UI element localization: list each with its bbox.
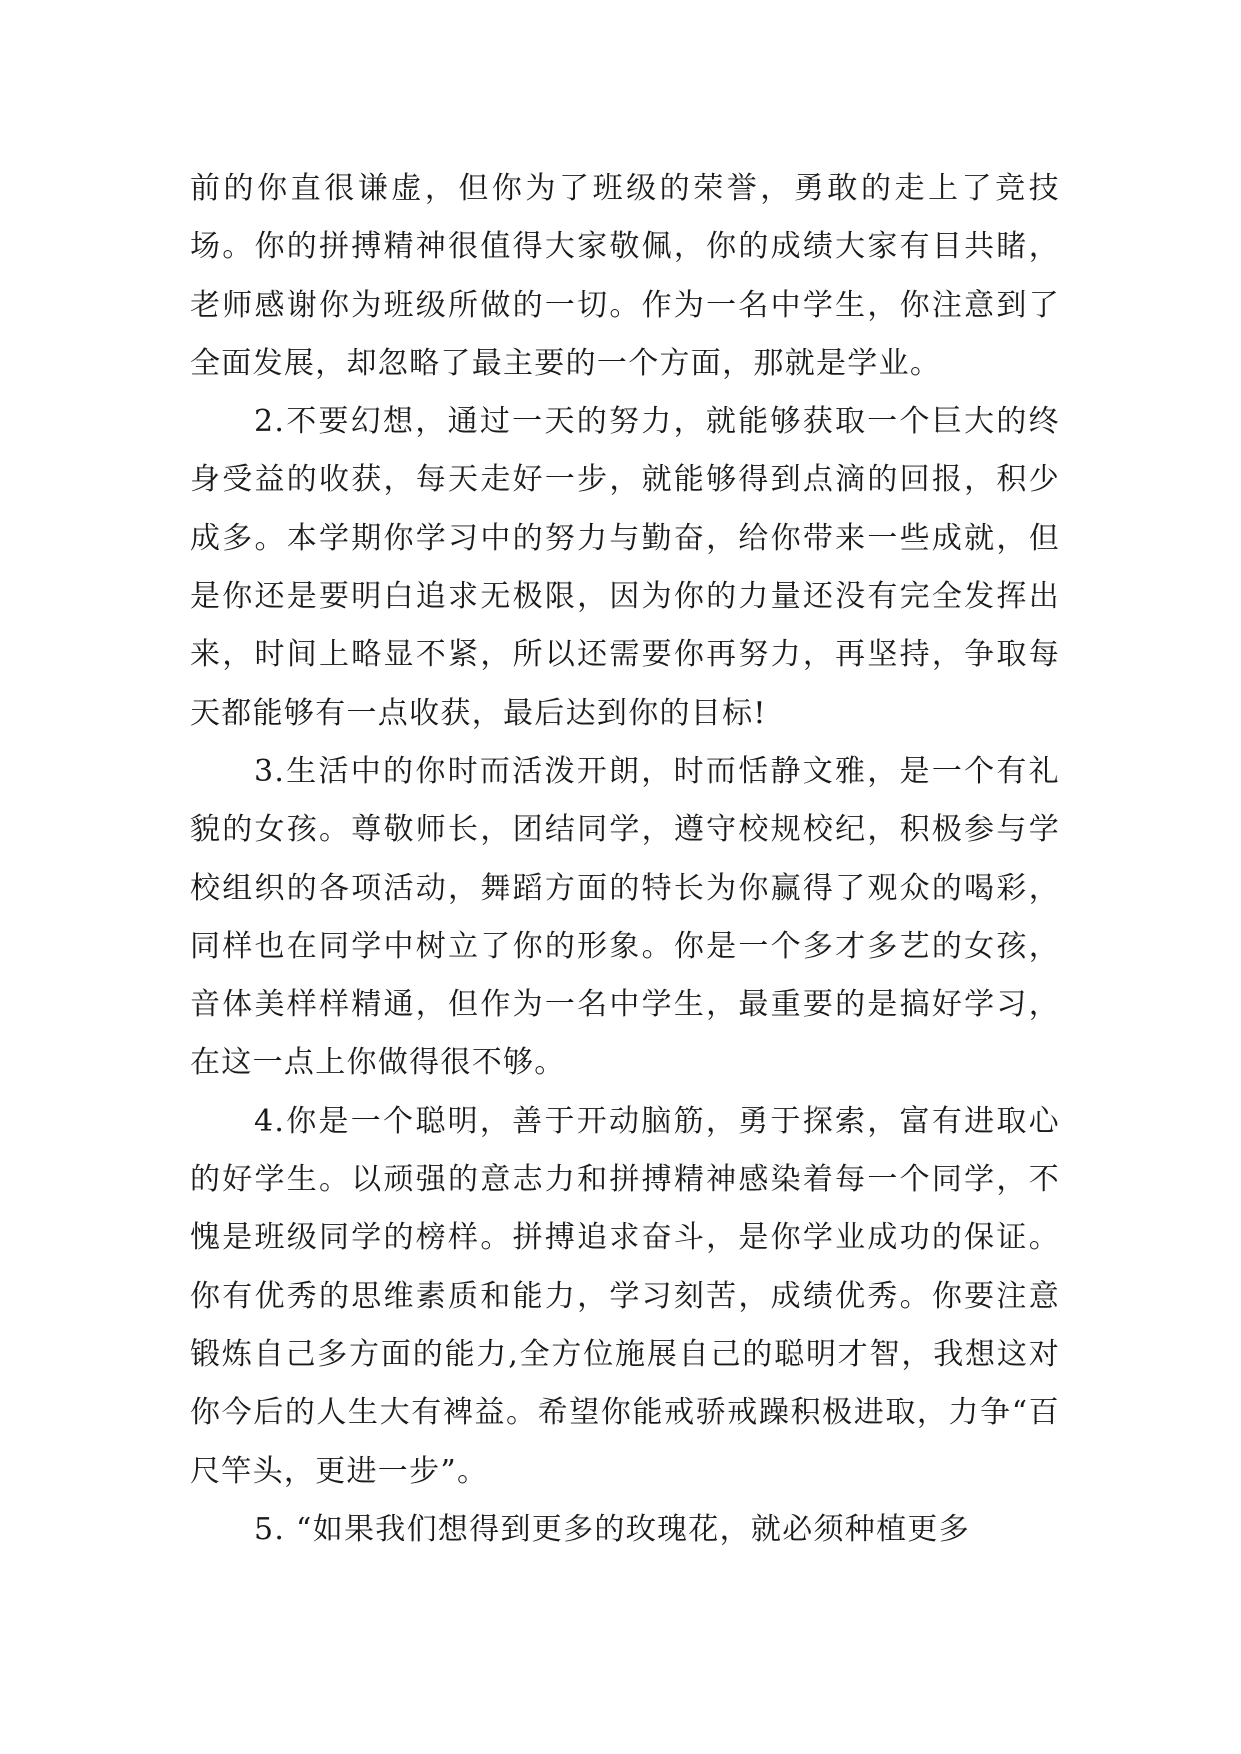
- paragraph-5: 5. “如果我们想得到更多的玫瑰花，就必须种植更多: [254, 1511, 970, 1547]
- paragraph-2: 2.不要幻想，通过一天的努力，就能够获取一个巨大的终身受益的收获，每天走好一步，就能够得到点滴的回报，积少成多。本学期你学习中的努力与勤奋，给你带来一些成就，但是你还是要明白追求无极限，因为你的力量还没有完全发挥出来，时间上略显不紧，所以还需要你再努力，再坚持，争取每天都能够有一点收获，最后达到你的目标!: [190, 404, 1060, 731]
- paragraph-3: 3.生活中的你时而活泼开朗，时而恬静文雅，是一个有礼貌的女孩。尊敬师长，团结同学，遵守校规校纪，积极参与学校组织的各项活动，舞蹈方面的特长为你赢得了观众的喝彩，同样也在同学中树立了你的形象。你是一个多才多艺的女孩，音体美样样精通，但作为一名中学生，最重要的是搞好学习，在这一点上你做得很不够。: [190, 753, 1060, 1081]
- paragraph-4: 4.你是一个聪明，善于开动脑筋，勇于探索，富有进取心的好学生。以顽强的意志力和拼搏精神感染着每一个同学，不愧是班级同学的榜样。拼搏追求奋斗，是你学业成功的保证。你有优秀的思维素质和能力，学习刻苦，成绩优秀。你要注意锻炼自己多方面的能力,全方位施展自己的聪明才智，我想这对你今后的人生大有裨益。希望你能戒骄戒躁积极进取，力争“百尺竿头，更进一步”。: [190, 1103, 1060, 1489]
- document-body: [190, 160, 1060, 1559]
- paragraph-1: 前的你直很谦虚，但你为了班级的荣誉，勇敢的走上了竞技场。你的拼搏精神很值得大家敬佩，你的成绩大家有目共睹，老师感谢你为班级所做的一切。作为一名中学生，你注意到了全面发展，却忽略了最主要的一个方面，那就是学业。: [190, 171, 1060, 381]
